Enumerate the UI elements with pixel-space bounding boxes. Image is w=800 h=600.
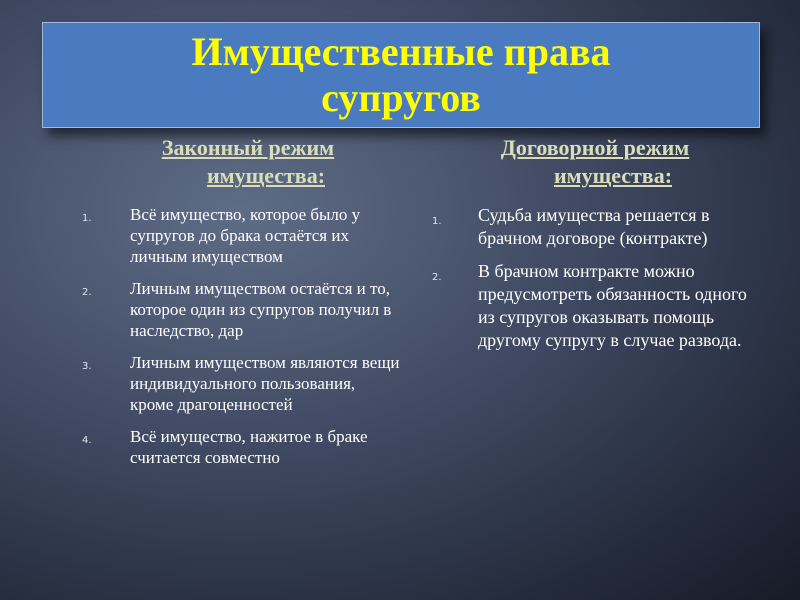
slide-title: Имущественные права супругов bbox=[191, 29, 611, 120]
list-item bbox=[78, 204, 402, 267]
list-item bbox=[78, 426, 402, 468]
list-item-text: Всё имущество, нажитое в браке считается совместно bbox=[130, 427, 368, 467]
list-item-number: 2. bbox=[432, 272, 442, 283]
legal-regime-heading-line1: Законный режим bbox=[161, 135, 335, 160]
legal-regime-heading bbox=[78, 134, 418, 190]
list-item-text: В брачном контракте можно предусмотреть обязанность одного из супругов оказывать помощь другому супругу в случае развода. bbox=[478, 261, 747, 350]
title-banner bbox=[42, 22, 760, 128]
list-item-text: Личным имуществом являются вещи индивидуального пользования, кроме драгоценностей bbox=[130, 353, 400, 414]
list-item bbox=[420, 204, 760, 250]
list-item-number: 1. bbox=[82, 213, 92, 224]
contract-regime-heading-line2: имущества: bbox=[553, 163, 673, 188]
list-item-number: 2. bbox=[82, 287, 92, 298]
list-item bbox=[420, 260, 760, 352]
list-item-text: Личным имуществом остаётся и то, которое один из супругов получил в наследство, дар bbox=[130, 279, 392, 340]
list-item bbox=[78, 278, 402, 341]
contract-regime-list bbox=[420, 204, 770, 352]
list-item-number: 3. bbox=[82, 361, 92, 372]
list-item-text: Судьба имущества решается в брачном договоре (контракте) bbox=[478, 205, 710, 248]
list-item-number: 4. bbox=[82, 435, 92, 446]
legal-regime-list bbox=[78, 204, 418, 468]
contract-regime-heading bbox=[420, 134, 770, 190]
contract-regime-column bbox=[420, 134, 770, 362]
list-item-number: 1. bbox=[432, 216, 442, 227]
legal-regime-heading-line2: имущества: bbox=[206, 163, 326, 188]
list-item bbox=[78, 352, 402, 415]
list-item-text: Всё имущество, которое было у супругов до брака остаётся их личным имуществом bbox=[130, 205, 361, 266]
contract-regime-heading-line1: Договорной режим bbox=[500, 135, 690, 160]
legal-regime-column bbox=[78, 134, 418, 479]
